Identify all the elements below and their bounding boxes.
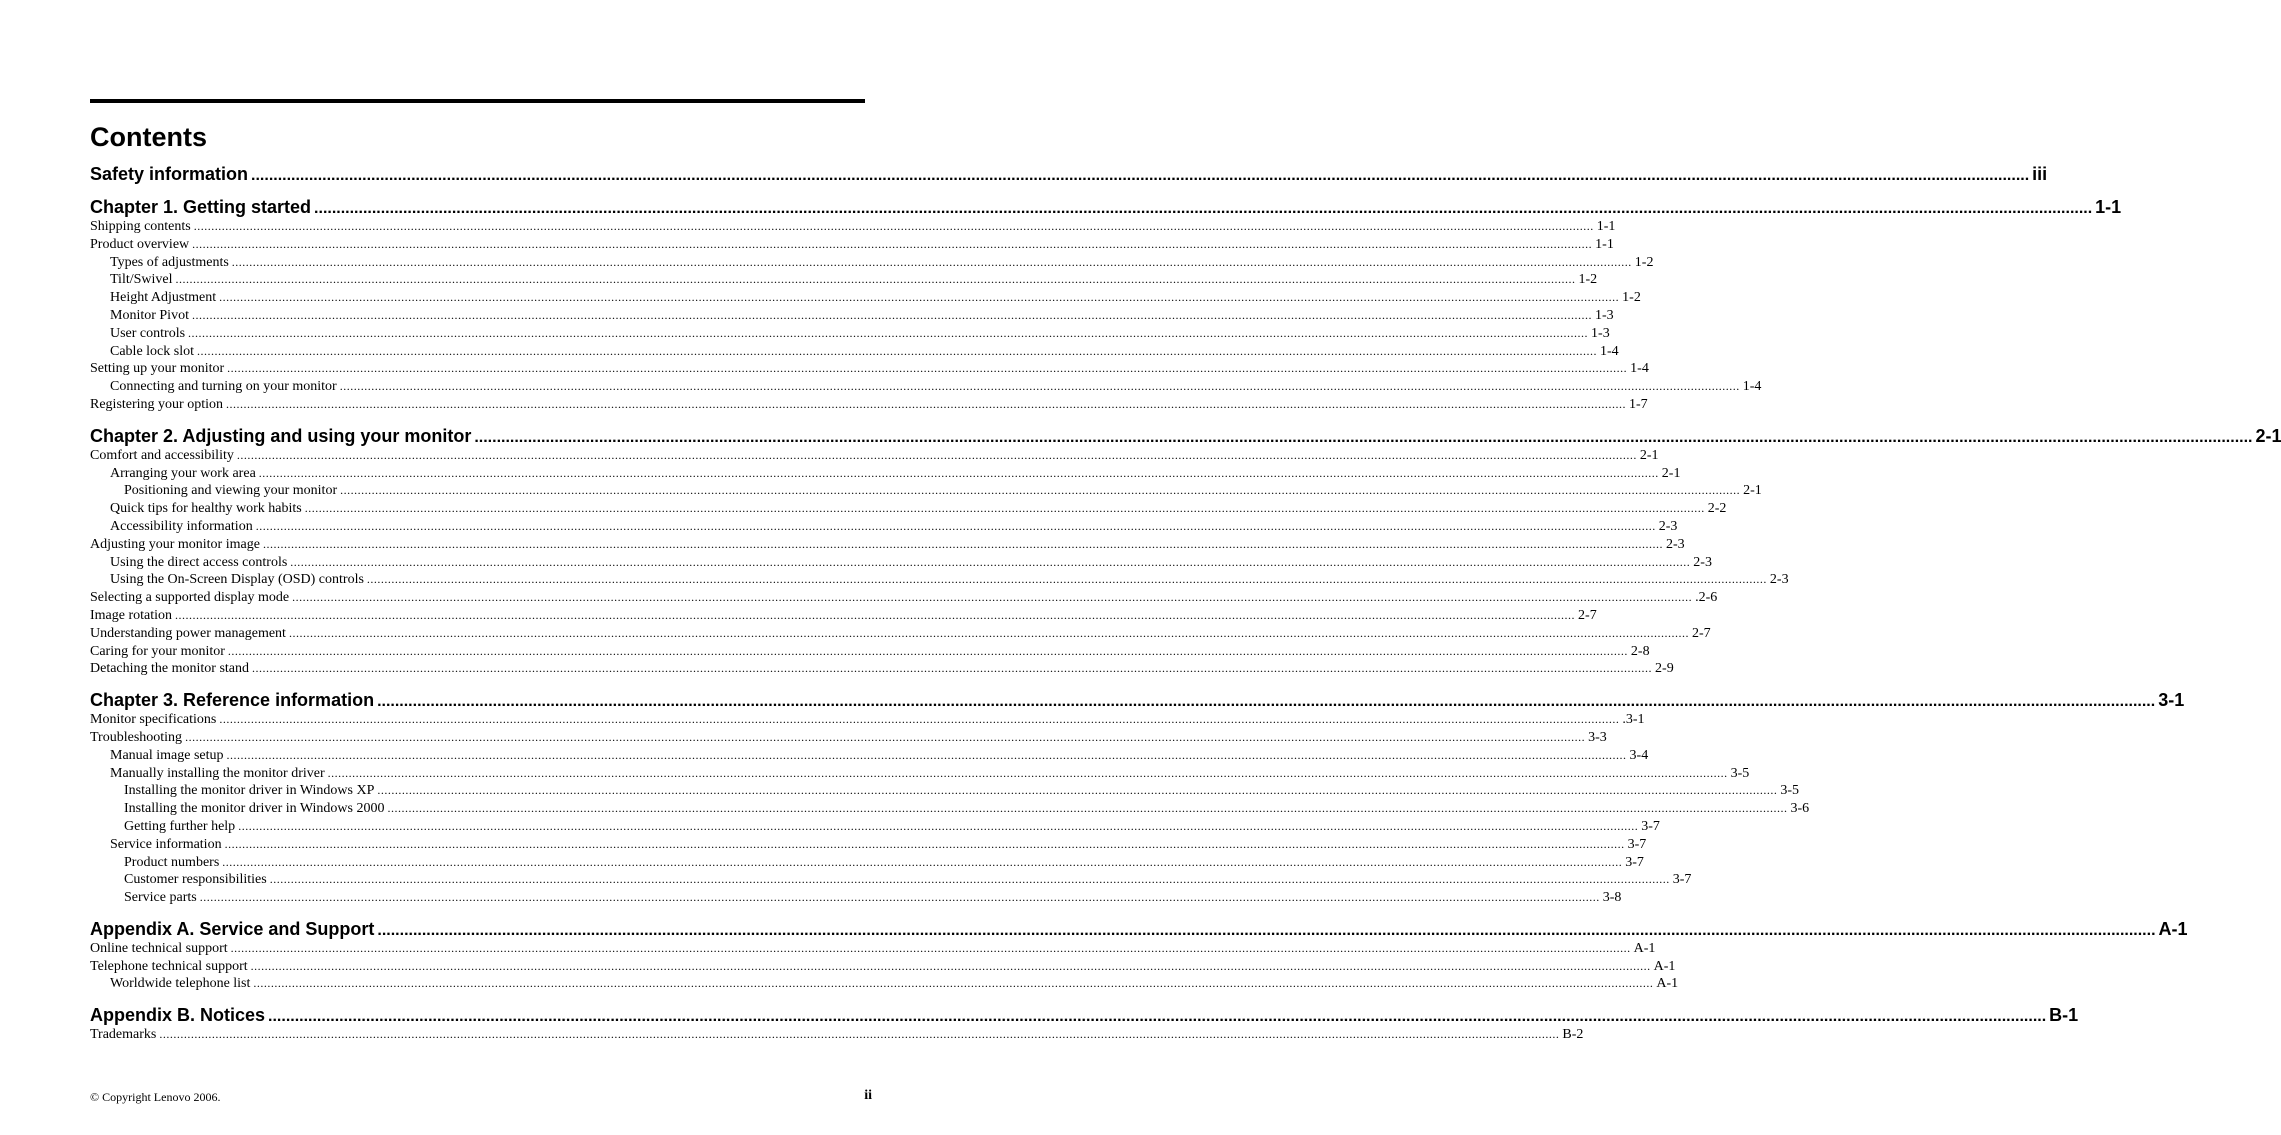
toc-entry-page: 3-7 — [1641, 818, 1660, 834]
toc-entry[interactable] — [90, 254, 1654, 272]
toc-heading[interactable] — [90, 1004, 2079, 1026]
page-number: ii — [864, 1088, 872, 1103]
toc-entry-page: 2-1 — [1743, 483, 1762, 499]
toc-entry[interactable] — [90, 589, 1718, 607]
dot-leader: ................................................................................................................................................................................................................................................................................................................................................................................................................ — [191, 307, 1592, 322]
toc-entry-label: Cable lock slot — [110, 343, 194, 359]
toc-heading-label: Safety information — [90, 164, 249, 184]
toc-entry-label: User controls — [110, 325, 186, 341]
dot-leader: ................................................................................................................................................................................................................................................................................................................................................................................................................ — [253, 976, 1654, 991]
toc-entry-page: 1-3 — [1594, 307, 1614, 323]
dot-leader: ................................................................................................................................................................................................................................................................................................................................................................................................................ — [197, 343, 1597, 358]
dot-leader: ................................................................................................................................................................................................................................................................................................................................................................................................................ — [193, 219, 1594, 233]
toc-entry[interactable] — [90, 975, 1679, 993]
toc-entry[interactable] — [90, 465, 1681, 483]
toc-entry-label: Installing the monitor driver in Windows XP — [124, 783, 375, 799]
toc-heading-page: 3-1 — [2158, 690, 2185, 711]
toc-entry[interactable] — [90, 889, 1622, 907]
toc-entry[interactable] — [90, 747, 1649, 765]
toc-entry[interactable] — [90, 218, 1616, 236]
page-title: Contents — [90, 122, 207, 152]
toc-entry[interactable] — [90, 607, 1597, 625]
table-of-contents — [90, 163, 2281, 1044]
toc-heading-label: Chapter 2. Adjusting and using your monitor — [90, 425, 472, 446]
toc-entry-label: Shipping contents — [90, 219, 191, 234]
toc-entry[interactable] — [90, 378, 1762, 396]
dot-leader: ................................................................................................................................................................................................................................................................................................................................................................................................................ — [219, 290, 1620, 305]
toc-entry-label: Service parts — [124, 890, 197, 906]
toc-entry-label: Manual image setup — [110, 747, 224, 763]
toc-entry-page: 3-8 — [1602, 890, 1622, 906]
toc-heading-label: Appendix A. Service and Support — [90, 918, 375, 939]
toc-entry-label: Online technical support — [90, 940, 228, 956]
toc-entry[interactable] — [90, 940, 1656, 958]
toc-entry-label: Worldwide telephone list — [110, 976, 251, 992]
toc-entry-page: 3-4 — [1629, 747, 1649, 763]
dot-leader: ................................................................................................................................................................................................................................................................................................................................................................................................................ — [222, 854, 1623, 869]
toc-entry-page: .2-6 — [1695, 590, 1718, 606]
dot-leader: ................................................................................................................................................................................................................................................................................................................................................................................................................ — [224, 836, 1625, 851]
toc-entry-label: Getting further help — [124, 818, 236, 834]
toc-entry-page: 3-7 — [1625, 854, 1644, 870]
dot-leader: ................................................................................................................................................................................................................................................................................................................................................................................................................ — [188, 325, 1589, 340]
toc-heading[interactable] — [90, 425, 2281, 447]
toc-entry-label: Troubleshooting — [90, 729, 183, 745]
toc-entry[interactable] — [90, 343, 1619, 361]
toc-entry-label: Telephone technical support — [90, 958, 248, 974]
toc-entry[interactable] — [90, 800, 1810, 818]
dot-leader: ................................................................................................................................................................................................................................................................................................................................................................................................................ — [290, 554, 1691, 569]
toc-entry-page: 1-2 — [1634, 254, 1654, 270]
dot-leader: ................................................................................................................................................................................................................................................................................................................................................................................................................ — [387, 801, 1788, 816]
toc-entry-label: Using the direct access controls — [110, 554, 288, 570]
toc-entry-page: 2-2 — [1707, 501, 1727, 517]
toc-entry-label: Height Adjustment — [110, 290, 217, 306]
dot-leader: ................................................................................................................................................................................................................................................................................................................................................................................................................ — [230, 940, 1631, 955]
toc-entry-page: A-1 — [1633, 940, 1656, 956]
toc-entry-page: 1-4 — [1630, 361, 1649, 377]
dot-leader: ................................................................................................................................................................................................................................................................................................................................................................................................................ — [288, 625, 1689, 640]
toc-entry-label: Adjusting your monitor image — [90, 536, 260, 552]
dot-leader: ................................................................................................................................................................................................................................................................................................................................................................................................................ — [304, 501, 1705, 516]
toc-entry-label: Caring for your monitor — [90, 643, 225, 659]
toc-entry[interactable] — [90, 643, 1650, 661]
toc-entry[interactable] — [90, 625, 1711, 643]
toc-entry-page: 3-6 — [1790, 801, 1810, 817]
toc-entry-label: Quick tips for healthy work habits — [110, 501, 302, 517]
dot-leader: ................................................................................................................................................................................................................................................................................................................................................................................................................ — [268, 1008, 2047, 1026]
toc-entry-page: 2-9 — [1655, 661, 1674, 677]
toc-entry-page: 1-1 — [1595, 236, 1614, 252]
toc-entry-page: 1-4 — [1742, 379, 1762, 395]
toc-entry-page: 2-7 — [1691, 625, 1711, 641]
dot-leader: ................................................................................................................................................................................................................................................................................................................................................................................................................ — [314, 200, 2093, 217]
toc-entry[interactable] — [90, 289, 1641, 307]
dot-leader: ................................................................................................................................................................................................................................................................................................................................................................................................................ — [258, 465, 1659, 480]
top-rule — [90, 99, 865, 103]
toc-entry-page: 2-3 — [1658, 518, 1678, 534]
toc-entry[interactable] — [90, 482, 1762, 500]
dot-leader: ................................................................................................................................................................................................................................................................................................................................................................................................................ — [159, 1027, 1560, 1042]
toc-entry-label: Monitor Pivot — [110, 307, 189, 323]
toc-entry[interactable] — [90, 660, 1674, 678]
copyright-footer: © Copyright Lenovo 2006. — [90, 1090, 221, 1104]
toc-entry[interactable] — [90, 325, 1610, 343]
dot-leader: ................................................................................................................................................................................................................................................................................................................................................................................................................ — [251, 167, 2030, 184]
dot-leader: ................................................................................................................................................................................................................................................................................................................................................................................................................ — [269, 872, 1670, 887]
dot-leader: ................................................................................................................................................................................................................................................................................................................................................................................................................ — [255, 518, 1656, 533]
toc-entry-page: .3-1 — [1622, 712, 1645, 728]
toc-heading-label: Chapter 3. Reference information — [90, 690, 375, 711]
toc-entry-label: Arranging your work area — [110, 465, 256, 481]
toc-entry-page: 1-7 — [1629, 396, 1648, 412]
toc-entry-page: 3-3 — [1588, 729, 1607, 745]
toc-entry-page: 2-3 — [1693, 554, 1712, 570]
toc-entry-label: Trademarks — [90, 1027, 157, 1043]
dot-leader: ................................................................................................................................................................................................................................................................................................................................................................................................................ — [227, 361, 1628, 376]
toc-entry-page: 2-8 — [1630, 643, 1650, 659]
toc-entry-page: 2-3 — [1665, 536, 1685, 552]
toc-entry[interactable] — [90, 711, 1645, 729]
toc-entry-page: 1-4 — [1600, 343, 1619, 359]
dot-leader: ................................................................................................................................................................................................................................................................................................................................................................................................................ — [226, 747, 1627, 762]
toc-entry-label: Product overview — [90, 236, 190, 252]
toc-entry-page: 2-1 — [1639, 447, 1659, 463]
toc-entry-page: 2-7 — [1578, 607, 1597, 623]
dot-leader: ................................................................................................................................................................................................................................................................................................................................................................................................................ — [227, 643, 1628, 658]
dot-leader: ................................................................................................................................................................................................................................................................................................................................................................................................................ — [327, 765, 1728, 780]
dot-leader: ................................................................................................................................................................................................................................................................................................................................................................................................................ — [219, 712, 1620, 727]
dot-leader: ................................................................................................................................................................................................................................................................................................................................................................................................................ — [340, 483, 1741, 498]
dot-leader: ................................................................................................................................................................................................................................................................................................................................................................................................................ — [262, 536, 1663, 551]
toc-heading-label: Appendix B. Notices — [90, 1005, 266, 1026]
dot-leader: ................................................................................................................................................................................................................................................................................................................................................................................................................ — [231, 254, 1632, 269]
dot-leader: ................................................................................................................................................................................................................................................................................................................................................................................................................ — [474, 428, 2253, 446]
toc-entry-page: 1-3 — [1591, 325, 1610, 341]
dot-leader: ................................................................................................................................................................................................................................................................................................................................................................................................................ — [226, 396, 1626, 411]
toc-entry[interactable] — [90, 836, 1647, 854]
toc-entry[interactable] — [90, 854, 1644, 872]
toc-entry-label: Service information — [110, 836, 222, 852]
toc-entry[interactable] — [90, 500, 1727, 518]
toc-entry-label: Installing the monitor driver in Windows 2000 — [124, 801, 385, 817]
toc-entry[interactable] — [90, 236, 1614, 254]
toc-entry[interactable] — [90, 271, 1598, 289]
toc-heading-label: Chapter 1. Getting started — [90, 197, 312, 217]
toc-entry-label: Manually installing the monitor driver — [110, 765, 325, 781]
toc-entry[interactable] — [90, 307, 1614, 325]
toc-entry-label: Using the On-Screen Display (OSD) controls — [110, 572, 364, 588]
toc-entry-label: Setting up your monitor — [90, 361, 225, 377]
toc-entry-page: 3-7 — [1627, 836, 1647, 852]
dot-leader: ................................................................................................................................................................................................................................................................................................................................................................................................................ — [339, 379, 1740, 394]
toc-heading-page: B-1 — [2049, 1005, 2079, 1026]
dot-leader: ................................................................................................................................................................................................................................................................................................................................................................................................................ — [250, 958, 1651, 973]
toc-entry-label: Customer responsibilities — [124, 872, 267, 888]
toc-entry-page: 3-5 — [1730, 765, 1750, 781]
toc-entry-page: 3-7 — [1672, 872, 1692, 888]
toc-entry-page: 1-2 — [1622, 290, 1641, 306]
toc-entry-label: Understanding power management — [90, 625, 286, 641]
dot-leader: ................................................................................................................................................................................................................................................................................................................................................................................................................ — [175, 272, 1576, 287]
toc-heading-page: 2-1 — [2255, 425, 2281, 446]
toc-entry[interactable] — [90, 958, 1676, 976]
toc-entry[interactable] — [90, 1026, 1584, 1044]
toc-entry-page: 1-1 — [1596, 219, 1616, 234]
toc-entry[interactable] — [90, 554, 1712, 572]
toc-entry-label: Image rotation — [90, 607, 173, 623]
toc-entry-page: 2-3 — [1769, 572, 1789, 588]
toc-entry-page: 3-5 — [1780, 783, 1800, 799]
toc-entry-page: 1-2 — [1578, 272, 1598, 288]
toc-heading-page: 1-1 — [2095, 197, 2122, 217]
toc-entry[interactable] — [90, 871, 1692, 889]
dot-leader: ................................................................................................................................................................................................................................................................................................................................................................................................................ — [185, 729, 1586, 744]
toc-entry-label: Product numbers — [124, 854, 220, 870]
toc-entry-label: Monitor specifications — [90, 712, 217, 728]
toc-entry-label: Connecting and turning on your monitor — [110, 379, 337, 395]
toc-heading[interactable] — [90, 196, 2122, 218]
toc-entry-page: B-2 — [1562, 1027, 1584, 1043]
toc-entry[interactable] — [90, 818, 1660, 836]
dot-leader: ................................................................................................................................................................................................................................................................................................................................................................................................................ — [252, 661, 1653, 676]
toc-entry-label: Selecting a supported display mode — [90, 590, 290, 606]
toc-entry-label: Tilt/Swivel — [110, 272, 173, 288]
toc-heading-page: iii — [2032, 164, 2048, 184]
toc-entry[interactable] — [90, 765, 1750, 783]
toc-entry-label: Registering your option — [90, 396, 223, 412]
toc-entry[interactable] — [90, 536, 1685, 554]
toc-entry-page: A-1 — [1656, 976, 1679, 992]
dot-leader: ................................................................................................................................................................................................................................................................................................................................................................................................................ — [377, 693, 2156, 711]
toc-entry-label: Accessibility information — [110, 518, 253, 534]
toc-heading-page: A-1 — [2158, 918, 2188, 939]
toc-entry[interactable] — [90, 729, 1607, 747]
toc-entry[interactable] — [90, 396, 1648, 414]
toc-heading[interactable] — [90, 689, 2185, 711]
dot-leader: ................................................................................................................................................................................................................................................................................................................................................................................................................ — [292, 590, 1693, 605]
toc-heading[interactable] — [90, 918, 2188, 940]
dot-leader: ................................................................................................................................................................................................................................................................................................................................................................................................................ — [175, 607, 1576, 622]
dot-leader: ................................................................................................................................................................................................................................................................................................................................................................................................................ — [377, 783, 1778, 798]
dot-leader: ................................................................................................................................................................................................................................................................................................................................................................................................................ — [366, 572, 1767, 587]
toc-entry-label: Detaching the monitor stand — [90, 661, 250, 677]
toc-entry-label: Comfort and accessibility — [90, 447, 234, 463]
dot-leader: ................................................................................................................................................................................................................................................................................................................................................................................................................ — [199, 890, 1600, 905]
dot-leader: ................................................................................................................................................................................................................................................................................................................................................................................................................ — [192, 236, 1593, 251]
toc-entry[interactable] — [90, 782, 1800, 800]
toc-entry-page: A-1 — [1653, 958, 1676, 974]
toc-entry[interactable] — [90, 518, 1678, 536]
dot-leader: ................................................................................................................................................................................................................................................................................................................................................................................................................ — [377, 921, 2156, 939]
toc-entry[interactable] — [90, 571, 1789, 589]
toc-entry[interactable] — [90, 360, 1649, 378]
toc-entry[interactable] — [90, 447, 1659, 465]
dot-leader: ................................................................................................................................................................................................................................................................................................................................................................................................................ — [238, 818, 1639, 833]
dot-leader: ................................................................................................................................................................................................................................................................................................................................................................................................................ — [236, 447, 1637, 462]
toc-entry-label: Types of adjustments — [110, 254, 229, 270]
toc-heading[interactable] — [90, 163, 2048, 185]
toc-entry-label: Positioning and viewing your monitor — [124, 483, 338, 499]
toc-entry-page: 2-1 — [1661, 465, 1681, 481]
